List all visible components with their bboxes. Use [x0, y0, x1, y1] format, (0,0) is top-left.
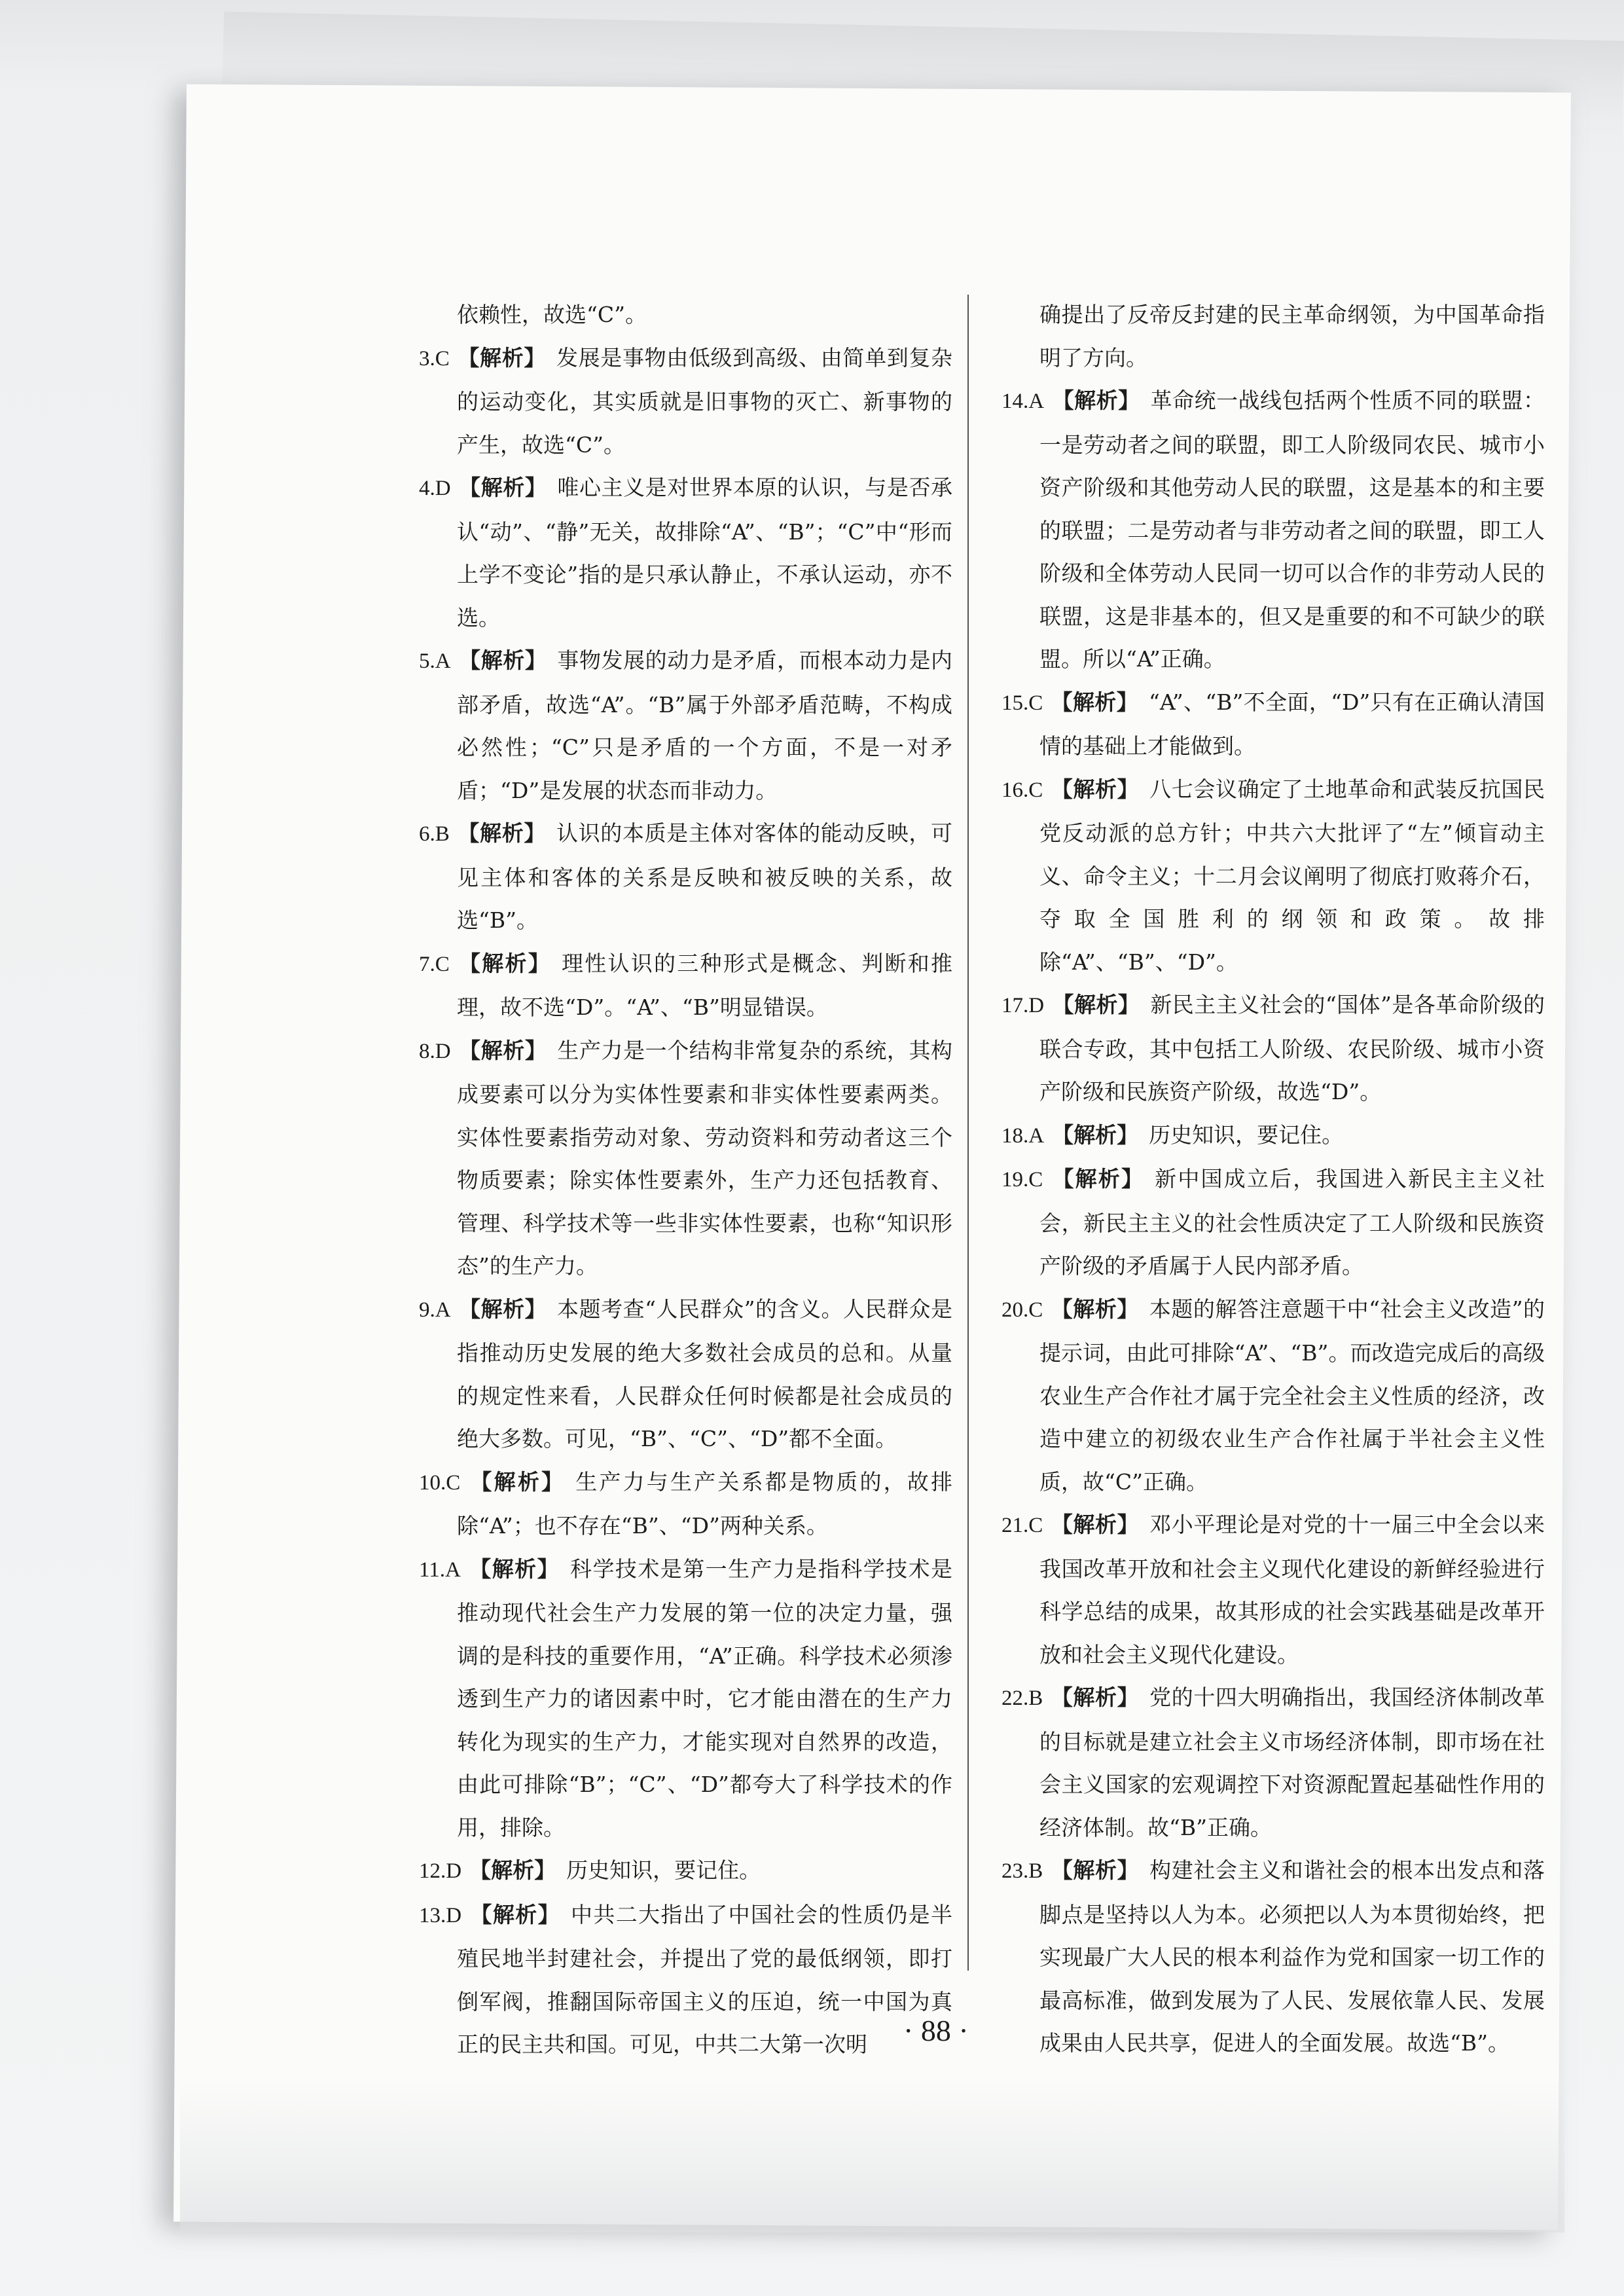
- answer-text: 党的十四大明确指出，我国经济体制改革的目标就是建立社会主义市场经济体制，即市场在社会主义国家的宏观调控下对资源配置起基础性作用的经济体制。故“B”正确。: [1039, 1685, 1545, 1840]
- answer-text: 新民主主义社会的“国体”是各革命阶级的联合专政，其中包括工人阶级、农民阶级、城市小资产阶级和民族资产阶级，故选“D”。: [1039, 992, 1545, 1104]
- answer-entry: [419, 1849, 952, 1893]
- answer-entry: [419, 812, 952, 942]
- answer-entry: [1001, 768, 1545, 984]
- analysis-tag: 【解析】: [1051, 1166, 1145, 1192]
- answer-text: 发展是事物由低级到高级、由简单到复杂的运动变化，其实质就是旧事物的灭亡、新事物的产生，故选“C”。: [457, 344, 953, 458]
- answer-text: 依赖性，故选“C”。: [457, 302, 647, 327]
- answer-number: 10.C: [419, 1470, 461, 1495]
- answer-entry: [1001, 983, 1545, 1114]
- answer-text: 事物发展的动力是矛盾，而根本动力是内部矛盾，故选“A”。“B”属于外部矛盾范畴，不构成必然性；“C”只是矛盾的一个方面，不是一对矛盾；“D”是发展的状态而非动力。: [457, 647, 953, 803]
- analysis-tag: 【解析】: [457, 820, 547, 846]
- answer-entry: [419, 1029, 952, 1288]
- answer-number: 22.B: [1001, 1686, 1043, 1710]
- answer-number: 19.C: [1001, 1168, 1043, 1192]
- answer-entry: [419, 1461, 952, 1548]
- answer-text: 八七会议确定了土地革命和武装反抗国民党反动派的总方针；中共六大批评了“左”倾盲动主义、命令主义；十二月会议阐明了彻底打败蒋介石，夺取全国胜利的纲领和政策。故排除“A”、“B”、“D”。: [1039, 776, 1545, 975]
- analysis-tag: 【解析】: [1051, 1512, 1140, 1537]
- answer-number: 23.B: [1001, 1859, 1043, 1883]
- answer-number: 20.C: [1001, 1298, 1043, 1322]
- answer-entry: [419, 1893, 952, 2066]
- analysis-tag: 【解析】: [469, 1857, 556, 1883]
- answer-entry: [419, 337, 952, 467]
- answer-entry: [1001, 293, 1545, 379]
- answer-text: 历史知识，要记住。: [1149, 1121, 1344, 1148]
- right-column: [1001, 293, 1545, 2065]
- answer-text: 中共二大指出了中国社会的性质仍是半殖民地半封建社会，并提出了党的最低纲领，即打倒军阀，推翻国际帝国主义的压迫，统一中国为真正的民主共和国。可见，中共二大第一次明: [457, 1901, 953, 2057]
- column-divider: [967, 295, 969, 1971]
- answer-entry: [419, 639, 952, 812]
- analysis-tag: 【解析】: [458, 1037, 547, 1063]
- answer-text: 认识的本质是主体对客体的能动反映，可见主体和客体的关系是反映和被反映的关系，故选“B”。: [457, 820, 953, 933]
- analysis-tag: 【解析】: [458, 475, 547, 500]
- answer-text: 历史知识，要记住。: [566, 1857, 761, 1883]
- answer-number: 12.D: [419, 1859, 462, 1883]
- answer-entry: [419, 293, 952, 337]
- answer-number: 17.D: [1001, 994, 1045, 1017]
- answer-entry: [1001, 1157, 1545, 1288]
- answer-text: 革命统一战线包括两个性质不同的联盟：一是劳动者之间的联盟，即工人阶级同农民、城市小资产阶级和其他劳动人民的联盟，这是基本的和主要的联盟；二是劳动者与非劳动者之间的联盟，即工人阶级和全体劳动人民同一切可以合作的非劳动人民的联盟，这是非基本的，但又是重要的和不可缺少的联盟。所以“A”正确。: [1039, 388, 1545, 672]
- analysis-tag: 【解析】: [468, 1468, 566, 1495]
- answer-entry: [419, 942, 952, 1029]
- answer-text: 构建社会主义和谐社会的根本出发点和落脚点是坚持以人为本。必须把以人为本贯彻始终，把实现最广大人民的根本利益作为党和国家一切工作的最高标准，做到发展为了人民、发展依靠人民、发展成果由人民共享，促进人的全面发展。故选“B”。: [1039, 1857, 1545, 2056]
- left-column: [419, 293, 952, 2066]
- analysis-tag: 【解析】: [458, 647, 547, 673]
- answer-text: “A”、“B”不全面，“D”只有在正确认清国情的基础上才能做到。: [1039, 689, 1545, 759]
- answer-entry: [1001, 1849, 1545, 2065]
- answer-entry: [1001, 681, 1545, 768]
- answer-text: 新中国成立后，我国进入新民主主义社会，新民主主义的社会性质决定了工人阶级和民族资产阶级的矛盾属于人民内部矛盾。: [1039, 1166, 1545, 1279]
- analysis-tag: 【解析】: [1051, 1296, 1139, 1322]
- analysis-tag: 【解析】: [457, 344, 547, 371]
- answer-number: 18.A: [1001, 1123, 1045, 1148]
- answer-number: 6.B: [419, 822, 450, 846]
- answer-entry: [419, 466, 952, 639]
- answer-text: 唯心主义是对世界本原的认识，与是否承认“动”、“静”无关，故排除“A”、“B”；“C”中“形而上学不变论”指的是只承认静止，不承认运动，亦不选。: [457, 475, 953, 630]
- answer-number: 13.D: [419, 1903, 462, 1927]
- answer-entry: [1001, 1114, 1545, 1158]
- answer-number: 8.D: [419, 1039, 451, 1063]
- bottom-shadow: [180, 2082, 1564, 2232]
- page-number: · 88 ·: [903, 2014, 969, 2047]
- answer-text: 科学技术是第一生产力是指科学技术是推动现代社会生产力发展的第一位的决定力量，强调的是科技的重要作用，“A”正确。科学技术必须渗透到生产力的诸因素中时，它才能由潜在的生产力转化为现实的生产力，才能实现对自然界的改造，由此可排除“B”；“C”、“D”都夸大了科学技术的作用，排除。: [457, 1556, 953, 1840]
- answer-text: 本题的解答注意题干中“社会主义改造”的提示词，由此可排除“A”、“B”。而改造完成后的高级农业生产合作社才属于完全社会主义性质的经济，改造中建立的初级农业生产合作社属于半社会主义性质，故“C”正确。: [1039, 1296, 1545, 1495]
- answer-text: 生产力与生产关系都是物质的，故排除“A”；也不存在“B”、“D”两种关系。: [457, 1468, 953, 1539]
- answer-number: 4.D: [419, 477, 451, 500]
- analysis-tag: 【解析】: [468, 1556, 560, 1582]
- answer-number: 21.C: [1001, 1514, 1043, 1537]
- analysis-tag: 【解析】: [1052, 388, 1140, 413]
- analysis-tag: 【解析】: [1051, 1857, 1140, 1883]
- analysis-tag: 【解析】: [1051, 1685, 1140, 1710]
- analysis-tag: 【解析】: [1052, 1121, 1139, 1148]
- answer-entry: [419, 1548, 952, 1850]
- answer-entry: [1001, 1288, 1545, 1504]
- answer-number: 5.A: [419, 649, 451, 673]
- answer-number: 15.C: [1001, 691, 1043, 715]
- answer-text: 理性认识的三种形式是概念、判断和推理，故不选“D”。“A”、“B”明显错误。: [457, 950, 953, 1020]
- answer-entry: [1001, 379, 1545, 681]
- answer-number: 11.A: [419, 1558, 461, 1582]
- answer-text: 生产力是一个结构非常复杂的系统，其构成要素可以分为实体性要素和非实体性要素两类。实体性要素指劳动对象、劳动资料和劳动者这三个物质要素；除实体性要素外，生产力还包括教育、管理、科学技术等一些非实体性要素，也称“知识形态”的生产力。: [457, 1037, 953, 1279]
- analysis-tag: 【解析】: [469, 1901, 560, 1927]
- analysis-tag: 【解析】: [457, 950, 552, 976]
- answer-entry: [1001, 1503, 1545, 1676]
- answer-entry: [419, 1288, 952, 1461]
- answer-number: 3.C: [419, 346, 450, 371]
- analysis-tag: 【解析】: [1051, 689, 1138, 715]
- answer-text: 本题考查“人民群众”的含义。人民群众是指推动历史发展的绝大多数社会成员的总和。从量的规定性来看，人民群众任何时候都是社会成员的绝大多数。可见，“B”、“C”、“D”都不全面。: [457, 1296, 953, 1451]
- answer-entry: [1001, 1676, 1545, 1849]
- answer-text: 确提出了反帝反封建的民主革命纲领，为中国革命指明了方向。: [1039, 302, 1545, 371]
- answer-number: 9.A: [419, 1298, 451, 1322]
- analysis-tag: 【解析】: [458, 1296, 547, 1322]
- analysis-tag: 【解析】: [1051, 776, 1140, 802]
- answer-number: 16.C: [1001, 778, 1043, 802]
- answer-number: 14.A: [1001, 390, 1045, 413]
- analysis-tag: 【解析】: [1052, 992, 1140, 1017]
- answer-number: 7.C: [419, 952, 450, 976]
- answer-text: 邓小平理论是对党的十一届三中全会以来我国改革开放和社会主义现代化建设的新鲜经验进行科学总结的成果，故其形成的社会实践基础是改革开放和社会主义现代化建设。: [1039, 1512, 1545, 1667]
